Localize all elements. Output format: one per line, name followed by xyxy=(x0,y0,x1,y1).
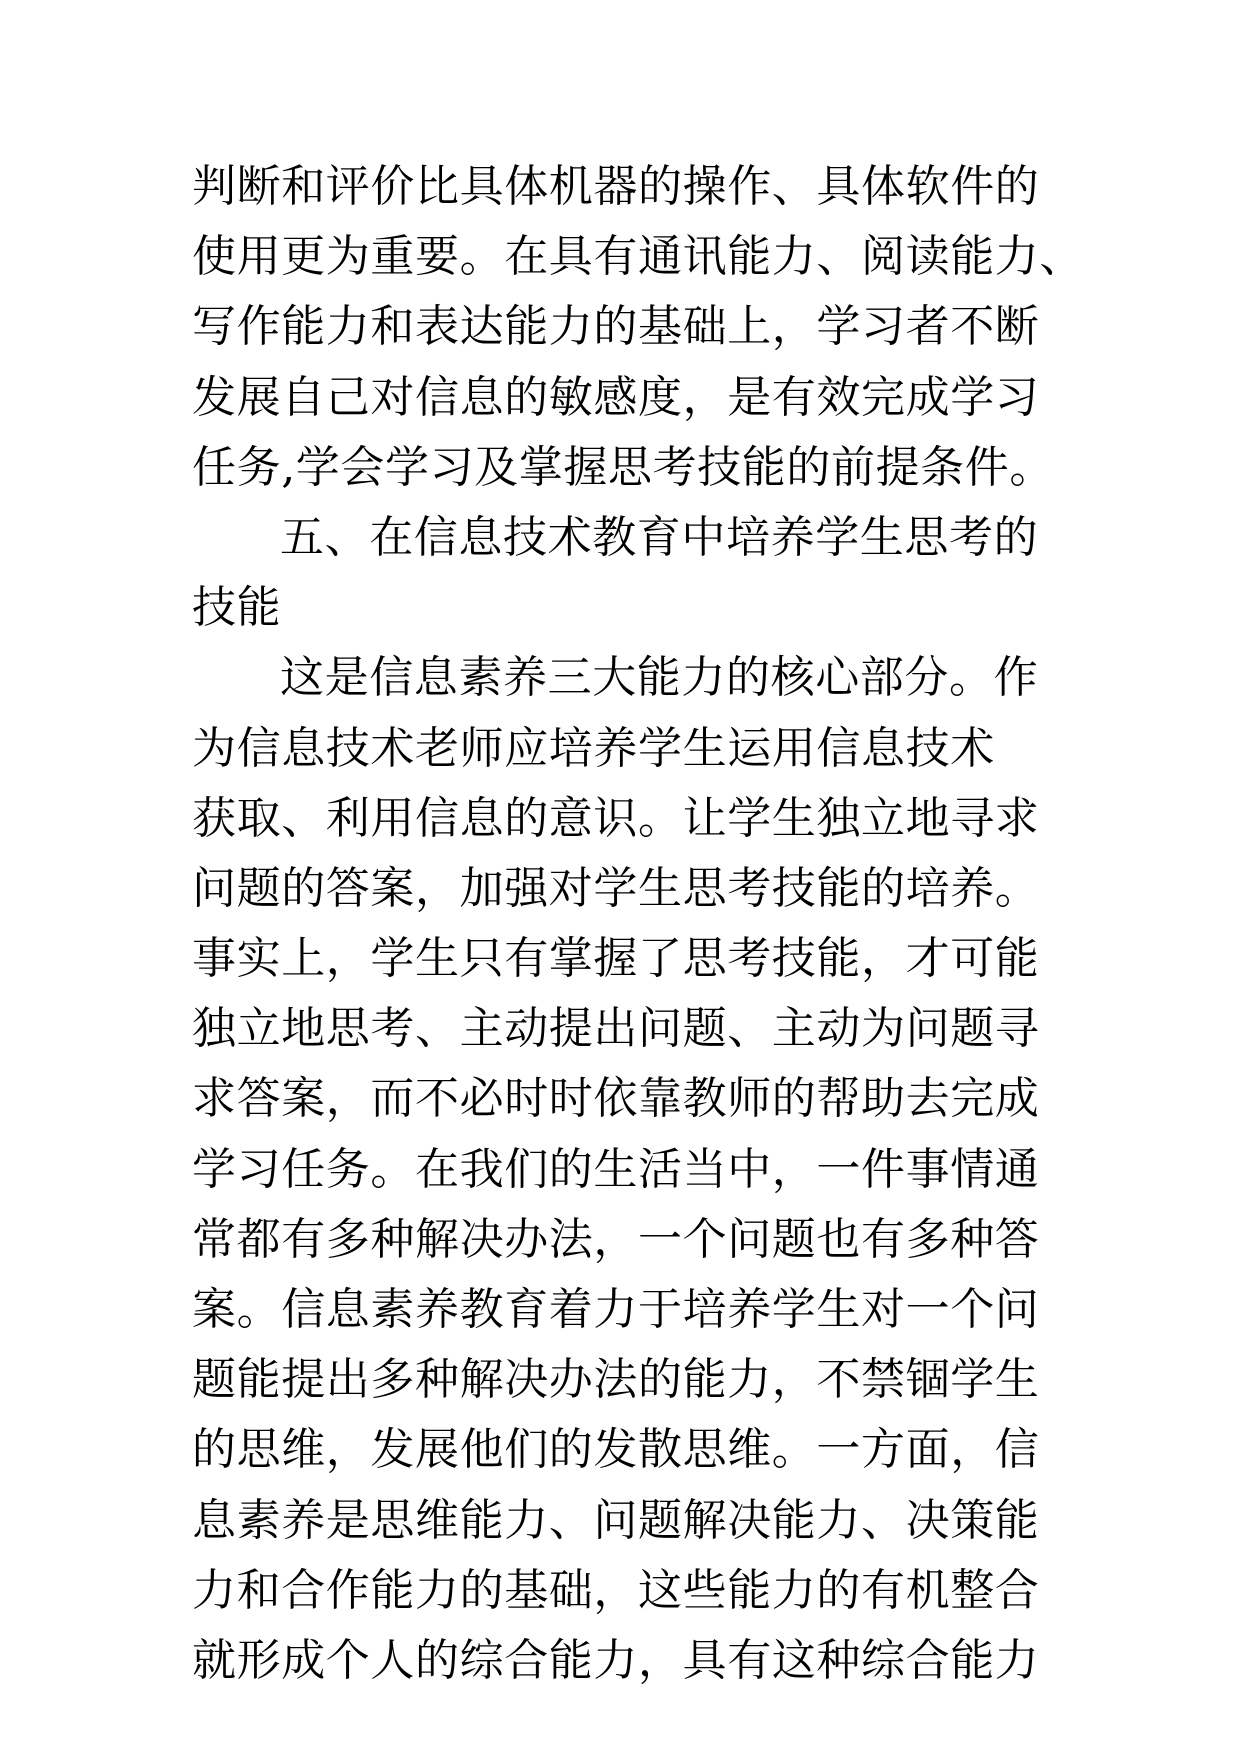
text-line-1: 判断和评价比具体机器的操作、具体软件的 xyxy=(192,161,1040,212)
text-line-15: 学习任务。在我们的生活当中，一件事情通 xyxy=(192,1143,1040,1195)
text-line-22: 就形成个人的综合能力，具有这种综合能力 xyxy=(192,1634,1040,1686)
text-line-21: 力和合作能力的基础，这些能力的有机整合 xyxy=(192,1564,1040,1616)
text-line-3: 写作能力和表达能力的基础上，学习者不断 xyxy=(192,301,1040,353)
section-heading: 五、在信息技术教育中培养学生思考的 xyxy=(280,511,1039,563)
text-line-5: 任务,学会学习及掌握思考技能的前提条件。 xyxy=(192,441,1054,493)
text-line-13: 独立地思考、主动提出问题、主动为问题寻 xyxy=(192,1003,1040,1055)
section-heading-continued: 技能 xyxy=(192,582,282,634)
text-line-20: 息素养是思维能力、问题解决能力、决策能 xyxy=(192,1494,1040,1546)
text-line-16: 常都有多种解决办法，一个问题也有多种答 xyxy=(192,1213,1040,1265)
text-line-18: 题能提出多种解决办法的能力，不禁锢学生 xyxy=(192,1354,1040,1406)
text-line-9: 为信息技术老师应培养学生运用信息技术 xyxy=(192,722,995,774)
text-line-10: 获取、利用信息的意识。让学生独立地寻求 xyxy=(192,792,1040,844)
paragraph-start: 这是信息素养三大能力的核心部分。作 xyxy=(280,652,1039,704)
text-line-2: 使用更为重要。在具有通讯能力、阅读能力、 xyxy=(192,231,1084,283)
text-line-19: 的思维，发展他们的发散思维。一方面，信 xyxy=(192,1424,1040,1476)
text-line-12: 事实上，学生只有掌握了思考技能，才可能 xyxy=(192,933,1040,985)
body-text xyxy=(192,152,1084,1696)
text-line-4: 发展自己对信息的敏感度，是有效完成学习 xyxy=(192,371,1040,423)
text-line-14: 求答案，而不必时时依靠教师的帮助去完成 xyxy=(192,1073,1040,1125)
text-line-17: 案。信息素养教育着力于培养学生对一个问 xyxy=(192,1284,1040,1335)
text-line-11: 问题的答案，加强对学生思考技能的培养。 xyxy=(192,862,1040,914)
